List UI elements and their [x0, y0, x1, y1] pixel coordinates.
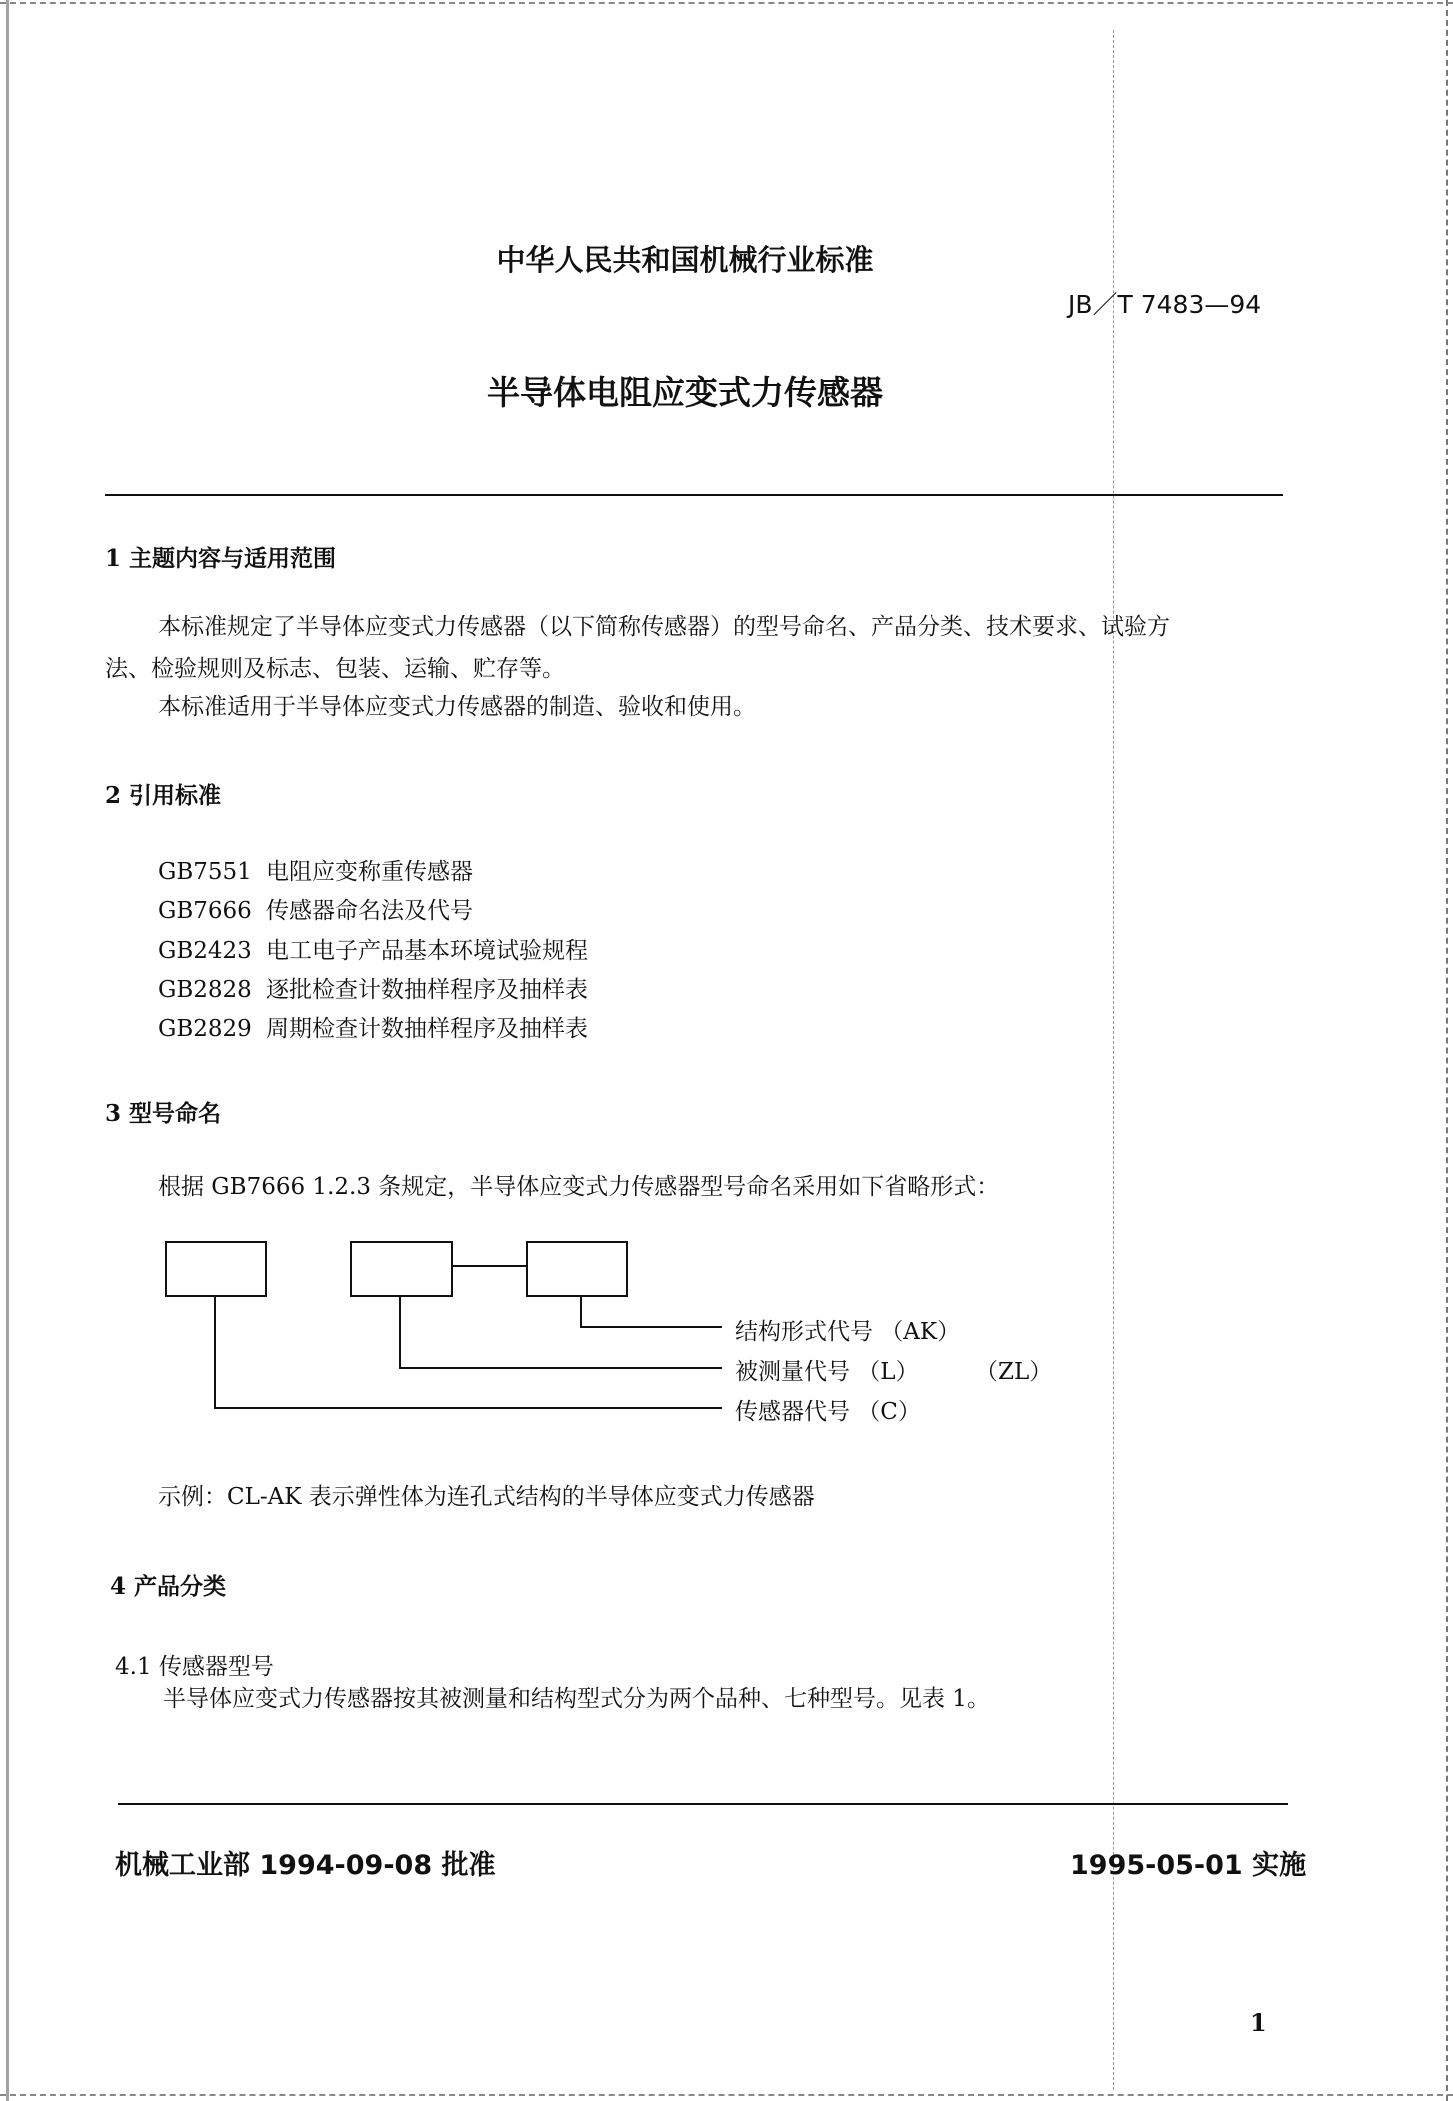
- standard-number: JB／T 7483—94: [1068, 290, 1262, 319]
- measured-code-alt-label: （ZL）: [975, 1359, 1053, 1385]
- reference-title: 电工电子产品基本环境试验规程: [266, 938, 588, 964]
- reference-item: [158, 932, 588, 965]
- reference-title: 周期检查计数抽样程序及抽样表: [266, 1016, 588, 1042]
- structure-code-box: [527, 1242, 627, 1296]
- left-scan-edge: [6, 0, 9, 2101]
- reference-title: 传感器命名法及代号: [266, 898, 473, 924]
- section-4-1-text: 半导体应变式力传感器按其被测量和结构型式分为两个品种、七种型号。见表 1。: [163, 1686, 990, 1712]
- section-1-paragraph-line2: 法、检验规则及标志、包装、运输、贮存等。: [105, 656, 565, 682]
- reference-code: GB2828: [158, 977, 252, 1003]
- section-2-heading: 2 引用标准: [105, 782, 222, 809]
- document-title: 半导体电阻应变式力传感器: [487, 373, 883, 412]
- page-number: 1: [1250, 2008, 1267, 2037]
- sensor-code-box: [166, 1242, 266, 1296]
- reference-item: [158, 971, 588, 1004]
- reference-code: GB7551: [158, 859, 252, 885]
- measured-code-label: 被测量代号 （L）: [735, 1359, 919, 1385]
- reference-item: [158, 853, 473, 886]
- reference-code: GB7666: [158, 898, 252, 924]
- header-rule: [105, 494, 1283, 496]
- fold-line: [1113, 30, 1114, 2090]
- approval-line: 机械工业部 1994-09-08 批准: [115, 1850, 496, 1881]
- sensor-leader: [215, 1296, 722, 1408]
- reference-title: 电阻应变称重传感器: [266, 859, 473, 885]
- reference-code: GB2423: [158, 938, 252, 964]
- reference-title: 逐批检查计数抽样程序及抽样表: [266, 977, 588, 1003]
- bottom-scan-border: [0, 2094, 1453, 2096]
- measured-code-box: [351, 1242, 452, 1296]
- section-1-paragraph-line1: 本标准规定了半导体应变式力传感器（以下简称传感器）的型号命名、产品分类、技术要求、试验方: [158, 614, 1170, 640]
- structure-leader: [581, 1296, 722, 1327]
- section-4-heading: 4 产品分类: [110, 1573, 227, 1600]
- section-1-heading: 1 主题内容与适用范围: [105, 545, 337, 572]
- section-3-example: 示例：CL-AK 表示弹性体为连孔式结构的半导体应变式力传感器: [158, 1484, 815, 1510]
- section-4-1-heading: 4.1 传感器型号: [115, 1654, 274, 1680]
- section-3-intro: 根据 GB7666 1.2.3 条规定，半导体应变式力传感器型号命名采用如下省略形式：: [158, 1174, 1000, 1200]
- section-1-paragraph-2: 本标准适用于半导体应变式力传感器的制造、验收和使用。: [158, 694, 756, 720]
- reference-item: [158, 1010, 588, 1043]
- section-3-heading: 3 型号命名: [105, 1100, 222, 1127]
- top-scan-border: [0, 2, 1453, 4]
- effective-date: 1995-05-01 实施: [1070, 1850, 1307, 1881]
- footer-rule: [118, 1803, 1288, 1805]
- sensor-code-label: 传感器代号 （C）: [735, 1399, 921, 1425]
- structure-code-label: 结构形式代号 （AK）: [735, 1319, 961, 1345]
- org-title: 中华人民共和国机械行业标准: [496, 243, 874, 277]
- reference-code: GB2829: [158, 1016, 252, 1042]
- measured-leader: [400, 1296, 722, 1368]
- reference-item: [158, 892, 473, 925]
- right-scan-edge: [1446, 0, 1448, 2101]
